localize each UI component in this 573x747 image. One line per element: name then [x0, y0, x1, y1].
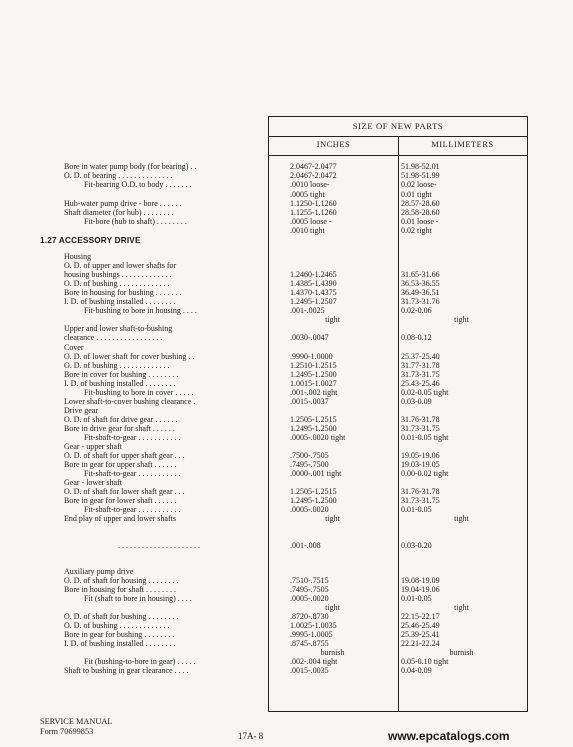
table-row — [0, 478, 573, 487]
table-title: SIZE OF NEW PARTS — [352, 121, 444, 131]
table-row — [0, 333, 573, 342]
table-row — [0, 199, 573, 208]
table-row — [0, 217, 573, 226]
row-inches: .7500-.7505 — [290, 451, 329, 460]
row-label: Bore in gear for upper shaft . . . . . . — [64, 460, 177, 469]
table-row — [0, 324, 573, 333]
row-millimeters: 25.37-25.40 — [401, 352, 440, 361]
table-row — [0, 451, 573, 460]
row-inches: .0000-.001 tight — [290, 469, 342, 478]
table-row — [0, 388, 573, 397]
row-millimeters: 31.73-31.75 — [401, 496, 440, 505]
row-millimeters: 25.39-25.41 — [401, 630, 440, 639]
table-row — [0, 171, 573, 180]
row-millimeters: 0.01-0.05 — [401, 505, 432, 514]
row-label: Fit-shaft-to-gear . . . . . . . . . . . — [84, 469, 181, 478]
row-inches: 1.0015-1.0027 — [290, 379, 337, 388]
table-row — [0, 576, 573, 585]
row-millimeters: 51.98-52.01 — [401, 162, 440, 171]
row-label: Fit-bushing to bore in cover . . . . . — [84, 388, 194, 397]
row-inches: 1.2495-1.2500 — [290, 370, 337, 379]
table-row — [0, 612, 573, 621]
row-label: clearance . . . . . . . . . . . . . . . . . — [64, 333, 163, 342]
row-millimeters: 19.03-19.05 — [401, 460, 440, 469]
row-millimeters: 31.73-31.76 — [401, 297, 440, 306]
table-row — [0, 657, 573, 666]
row-inches: tight — [325, 603, 340, 612]
table-row — [0, 379, 573, 388]
row-label: I. D. of bushing installed . . . . . . . . — [64, 297, 176, 306]
watermark-url: www.epcatalogs.com — [388, 729, 510, 743]
table-row — [0, 442, 573, 451]
row-label: O. D. of upper and lower shafts for — [64, 261, 177, 270]
table-row — [0, 415, 573, 424]
row-inches: 1.2505-1.2515 — [290, 487, 337, 496]
row-label: Bore in gear for bushing . . . . . . . . — [64, 630, 175, 639]
row-millimeters: burnish — [449, 648, 474, 657]
row-label: Bore in housing for shaft . . . . . . . . — [64, 585, 176, 594]
row-millimeters: 36.49-36.51 — [401, 288, 440, 297]
row-inches: .0005-.0020 — [290, 594, 329, 603]
column-header-inches: INCHES — [316, 140, 351, 149]
table-row — [0, 603, 573, 612]
table-row — [0, 469, 573, 478]
row-millimeters: tight — [454, 514, 469, 523]
table-row — [0, 487, 573, 496]
row-millimeters: 0.03-0.20 — [401, 541, 432, 550]
table-row — [0, 648, 573, 657]
row-inches: tight — [325, 315, 340, 324]
row-millimeters: tight — [454, 603, 469, 612]
row-millimeters: 0.05-0.10 tight — [401, 657, 449, 666]
table-row — [0, 585, 573, 594]
row-inches: 2.0467-2.0477 — [290, 162, 337, 171]
table-row — [0, 397, 573, 406]
row-label: Fit-shaft-to-gear . . . . . . . . . . . — [84, 433, 181, 442]
table-row — [0, 297, 573, 306]
table-row — [0, 433, 573, 442]
row-millimeters: 22.21-22.24 — [401, 639, 440, 648]
row-millimeters: 31.76-31.78 — [401, 487, 440, 496]
row-inches: 1.2460-1.2465 — [290, 270, 337, 279]
row-inches: 1.2495-1.2507 — [290, 297, 337, 306]
row-inches: .0005 loose - — [290, 217, 332, 226]
table-row — [0, 496, 573, 505]
row-millimeters: 25.46-25.49 — [401, 621, 440, 630]
row-inches: .7495-.7500 — [290, 460, 329, 469]
row-millimeters: 0.02-0.05 tight — [401, 388, 449, 397]
row-inches: 1.2495-1.2500 — [290, 496, 337, 505]
row-millimeters: 31.73-31.75 — [401, 424, 440, 433]
row-label: Cover — [64, 343, 84, 352]
row-millimeters: 31.65-31.66 — [401, 270, 440, 279]
table-row — [0, 288, 573, 297]
row-label: End play of upper and lower shafts — [64, 514, 176, 523]
row-label: O. D. of shaft for bushing . . . . . . . . — [64, 612, 179, 621]
row-millimeters: 0.02 tight — [401, 226, 432, 235]
table-row — [0, 370, 573, 379]
row-inches: 1.2505-1.2515 — [290, 415, 337, 424]
row-millimeters: 0.02 loose- — [401, 180, 437, 189]
row-inches: .7495-.7505 — [290, 585, 329, 594]
row-inches: .9990-1.0000 — [290, 352, 333, 361]
row-label: Fit (bushing-to-bore in gear) . . . . . — [84, 657, 196, 666]
row-label: Lower shaft-to-cover bushing clearance . — [64, 397, 196, 406]
row-millimeters: 19.08-19.09 — [401, 576, 440, 585]
table-row — [0, 460, 573, 469]
row-inches: .9995-1.0005 — [290, 630, 333, 639]
table-row — [0, 639, 573, 648]
table-row — [0, 343, 573, 352]
row-label: Fit-bore (hub to shaft) . . . . . . . . — [84, 217, 187, 226]
row-label: Fit-bearing O.D. to body . . . . . . . — [84, 180, 192, 189]
row-inches: .002-.004 tight — [290, 657, 338, 666]
row-inches: 1.1250-1.1260 — [290, 199, 337, 208]
row-inches: .0005 tight — [290, 190, 325, 199]
page-number: 17A- 8 — [238, 731, 264, 741]
row-inches: .0005-.0020 — [290, 505, 329, 514]
row-label: Bore in drive gear for shaft . . . . . . — [64, 424, 175, 433]
row-inches: 2.0467-2.0472 — [290, 171, 337, 180]
row-label: Fit-shaft-to-gear . . . . . . . . . . . — [84, 505, 181, 514]
row-millimeters: 22.15-22.17 — [401, 612, 440, 621]
row-label: Drive gear — [64, 406, 98, 415]
table-row — [0, 226, 573, 235]
row-millimeters: 31.73-31.75 — [401, 370, 440, 379]
table-row — [0, 270, 573, 279]
row-label: I. D. of bushing installed . . . . . . . . — [64, 379, 176, 388]
row-label: Gear - upper shaft — [64, 442, 122, 451]
row-inches: .001-.008 — [290, 541, 321, 550]
row-inches: .0030-.0047 — [290, 333, 329, 342]
row-label: O. D. of bushing . . . . . . . . . . . . . — [64, 279, 170, 288]
row-millimeters: 36.53-36.55 — [401, 279, 440, 288]
table-row — [0, 162, 573, 171]
row-label: O. D. of shaft for drive gear . . . . . . — [64, 415, 178, 424]
row-label: Shaft to bushing in gear clearance . . . . — [64, 666, 189, 675]
row-label: Fit-bushing to bore in housing . . . . — [84, 306, 197, 315]
table-row — [0, 666, 573, 675]
row-millimeters: 0.02-0.06 — [401, 306, 432, 315]
row-label: O. D. of bushing . . . . . . . . . . . . . — [64, 621, 170, 630]
footer-manual: SERVICE MANUAL — [40, 717, 113, 726]
row-millimeters: 0.04-0.09 — [401, 666, 432, 675]
table-row — [0, 630, 573, 639]
row-millimeters: 0.01-0.05 tight — [401, 433, 449, 442]
table-row — [0, 208, 573, 217]
row-label: Fit (shaft to bore in housing) . . . . — [84, 594, 192, 603]
row-millimeters: 31.76-31.78 — [401, 415, 440, 424]
row-label: . . . . . . . . . . . . . . . . . . . . . — [118, 541, 200, 550]
table-row — [0, 424, 573, 433]
column-header-millimeters: MILLIMETERS — [431, 140, 494, 149]
row-inches: .0015-.0035 — [290, 666, 329, 675]
row-inches: .0015-.0037 — [290, 397, 329, 406]
row-inches: .001-.0025 — [290, 306, 325, 315]
row-label: Shaft diameter (for hub) . . . . . . . . — [64, 208, 174, 217]
row-label: housing bushings . . . . . . . . . . . . . — [64, 270, 172, 279]
row-inches: .001-.002 tight — [290, 388, 338, 397]
row-millimeters: tight — [454, 315, 469, 324]
table-row — [0, 252, 573, 261]
row-inches: tight — [325, 514, 340, 523]
row-label: Gear - lower shaft — [64, 478, 122, 487]
table-row — [0, 505, 573, 514]
row-inches: 1.4385-1.4390 — [290, 279, 337, 288]
row-inches: .0005-.0020 tight — [290, 433, 346, 442]
row-inches: .0010 tight — [290, 226, 325, 235]
row-label: Bore in cover for bushing . . . . . . . . — [64, 370, 179, 379]
row-inches: 1.1255-1.1260 — [290, 208, 337, 217]
table-row — [0, 190, 573, 199]
row-label: O. D. of shaft for upper shaft gear . . . — [64, 451, 185, 460]
row-millimeters: 0.03-0.09 — [401, 397, 432, 406]
row-label: O. D. of shaft for housing . . . . . . . . — [64, 576, 179, 585]
row-label: Auxiliary pump drive — [64, 567, 134, 576]
row-millimeters: 19.04-19.06 — [401, 585, 440, 594]
row-inches: 1.4370-1.4375 — [290, 288, 337, 297]
row-label: O. D. of lower shaft for cover bushing . . — [64, 352, 195, 361]
row-millimeters: 28.58-28.60 — [401, 208, 440, 217]
row-inches: .7510-.7515 — [290, 576, 329, 585]
section-title: 1.27 ACCESSORY DRIVE — [40, 236, 141, 245]
row-millimeters: 28.57-28.60 — [401, 199, 440, 208]
table-row — [0, 514, 573, 523]
row-millimeters: 19.05-19.06 — [401, 451, 440, 460]
row-inches: 1.0025-1.0035 — [290, 621, 337, 630]
table-row — [0, 621, 573, 630]
table-row — [0, 261, 573, 270]
row-millimeters: 0.08-0.12 — [401, 333, 432, 342]
row-inches: .8720-.8730 — [290, 612, 329, 621]
table-row — [0, 406, 573, 415]
row-inches: burnish — [320, 648, 345, 657]
table-row — [0, 361, 573, 370]
row-inches: 1.2510-1.2515 — [290, 361, 337, 370]
row-label: Housing — [64, 252, 92, 261]
row-inches: 1.2495-1.2500 — [290, 424, 337, 433]
row-inches: .8745-.8755 — [290, 639, 329, 648]
row-inches: .0010 loose- — [290, 180, 330, 189]
row-label: O. D. of shaft for lower shaft gear . . . — [64, 487, 185, 496]
table-row — [0, 279, 573, 288]
table-row — [0, 180, 573, 189]
row-label: Bore in gear for lower shaft . . . . . . — [64, 496, 177, 505]
row-millimeters: 0.01 loose - — [401, 217, 439, 226]
row-label: Upper and lower shaft-to-bushing — [64, 324, 173, 333]
row-millimeters: 0.00-0.02 tight — [401, 469, 449, 478]
row-millimeters: 51.98-51.99 — [401, 171, 440, 180]
row-millimeters: 31.77-31.78 — [401, 361, 440, 370]
row-label: Hub-water pump drive - bore . . . . . . — [64, 199, 182, 208]
row-label: O. D. of bushing . . . . . . . . . . . . . — [64, 361, 170, 370]
row-label: Bore in water pump body (for bearing) . . — [64, 162, 197, 171]
row-label: I. D. of bushing installed . . . . . . . . — [64, 639, 176, 648]
row-millimeters: 0.01-0.05 — [401, 594, 432, 603]
table-row — [0, 352, 573, 361]
row-millimeters: 0.01 tight — [401, 190, 432, 199]
row-millimeters: 25.43-25.46 — [401, 379, 440, 388]
row-label: Bore in housing for bushing . . . . . . . — [64, 288, 182, 297]
footer-form: Form 70699853 — [40, 727, 94, 736]
table-row — [0, 541, 573, 550]
table-row — [0, 594, 573, 603]
row-label: O. D. of bearing . . . . . . . . . . . . . . — [64, 171, 173, 180]
table-row — [0, 306, 573, 315]
table-row — [0, 315, 573, 324]
table-row — [0, 567, 573, 576]
